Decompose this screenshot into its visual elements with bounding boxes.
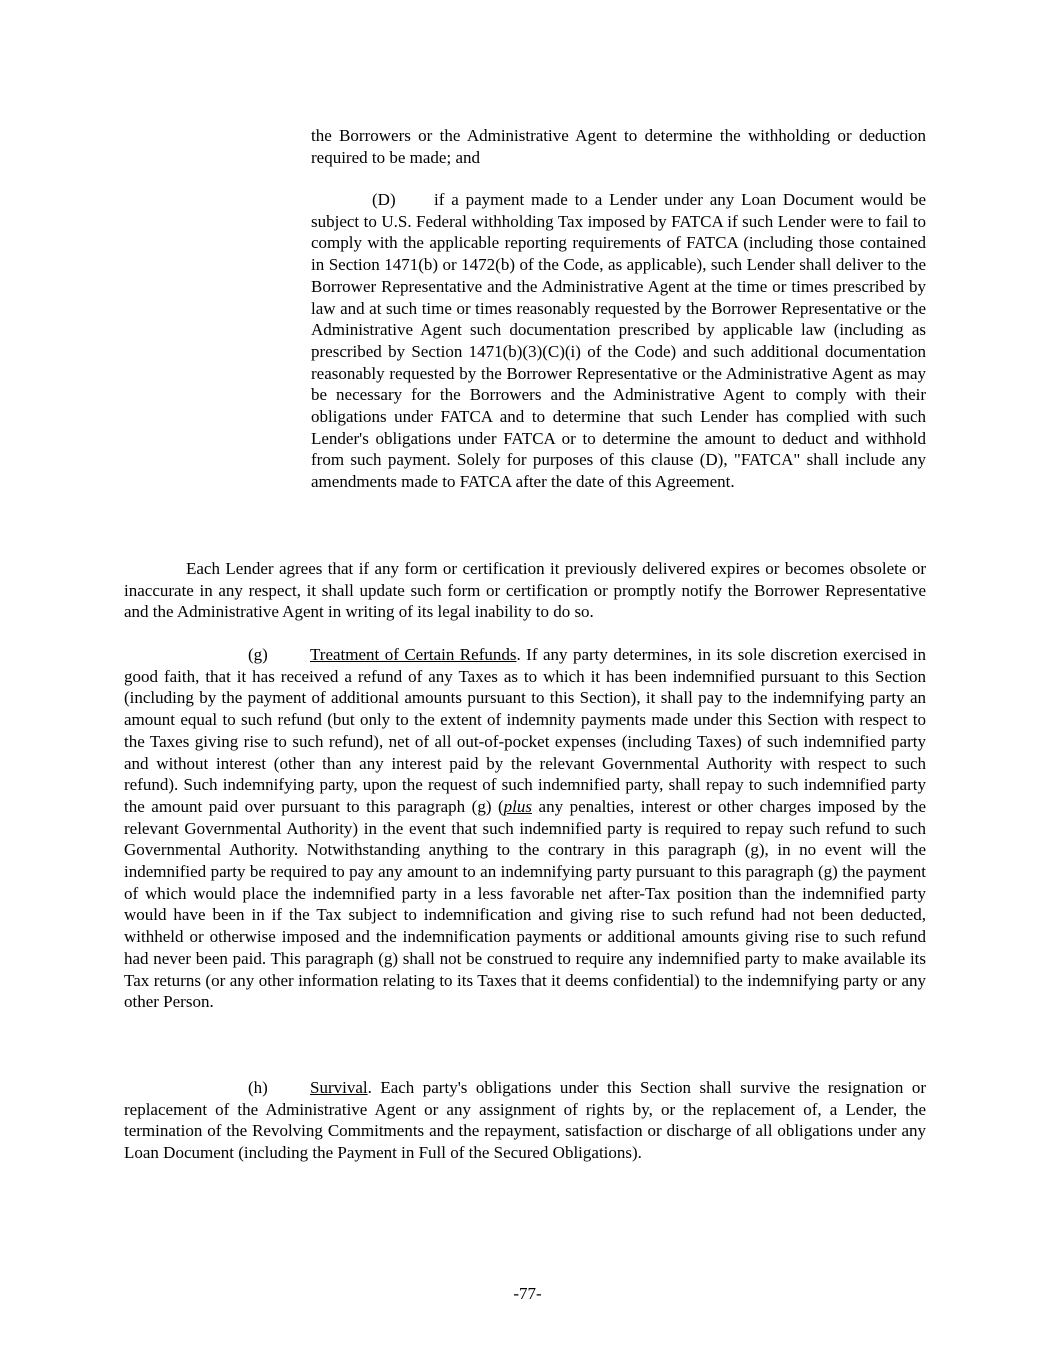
- clause-d-label: (D): [372, 190, 396, 209]
- section-h-text: Each party's obligations under this Section shall survive the resignation or replacement of the Administrative Agent or any assignment of rights by, or the replacement of, a Lender, the termination of the Revolving Commitments and the repayment, satisfaction or discharge of all obligations under any Loan Document (including the Payment in Full of the Secured Obligations).: [124, 1078, 926, 1163]
- section-g-text-part1: If any party determines, in its sole discretion exercised in good faith, that it has received a refund of any Taxes as to which it has been indemnified pursuant to this Section (including by the payment of additional amounts pursuant to this Section), it shall pay to the indemnifying party an amount equal to such refund (but only to the extent of indemnity payments made under this Section with respect to the Taxes giving rise to such refund), net of all out-of-pocket expenses (including Taxes) of such indemnified party and without interest (other than any interest paid by the relevant Governmental Authority with respect to such refund). Such indemnifying party, upon the request of such indemnified party, shall repay to such indemnified party the amount paid over pursuant to this paragraph (g) (: [124, 645, 926, 816]
- section-g-heading-punct: .: [516, 645, 521, 664]
- section-g-italic-word: plus: [503, 796, 533, 816]
- each-lender-paragraph: Each Lender agrees that if any form or certification it previously delivered expires or becomes obsolete or inaccurate in any respect, it shall update such form or certification or promptly notify the Borrower Representative and the Administrative Agent in writing of its legal inability to do so.: [124, 559, 926, 622]
- clause-d-paragraph: [311, 189, 926, 493]
- page-number: -77-: [513, 1284, 542, 1303]
- section-g-paragraph: [124, 644, 926, 1013]
- section-g-label: (g): [248, 645, 268, 664]
- section-g-text-part2: any penalties, interest or other charges imposed by the relevant Governmental Authority) in the event that such indemnified party is required to repay such refund to such Governmental Authority. Notwithstanding anything to the contrary in this paragraph (g), in no event will the indemnified party be required to pay any amount to an indemnifying party pursuant to this paragraph (g) the payment of which would place the indemnified party in a less favorable net after-Tax position than the indemnified party would have been in if the Tax subject to indemnification and giving rise to such refund had not been deducted, withheld or otherwise imposed and the indemnification payments or additional amounts giving rise to such refund had never been paid. This paragraph (g) shall not be construed to require any indemnified party to make available its Tax returns (or any other information relating to its Taxes that it deems confidential) to the indemnifying party or any other Person.: [124, 796, 926, 1012]
- section-h-heading-punct: .: [367, 1078, 372, 1097]
- continuation-paragraph: the Borrowers or the Administrative Agent to determine the withholding or deduction required to be made; and: [311, 126, 926, 167]
- section-h-paragraph: [124, 1077, 926, 1164]
- section-h-label: (h): [248, 1078, 268, 1097]
- section-g-heading: Treatment of Certain Refunds: [310, 645, 517, 664]
- clause-d-text: if a payment made to a Lender under any Loan Document would be subject to U.S. Federal withholding Tax imposed by FATCA if such Lender were to fail to comply with the applicable reporting requirements of FATCA (including those contained in Section 1471(b) or 1472(b) of the Code, as applicable), such Lender shall deliver to the Borrower Representative and the Administrative Agent at the time or times prescribed by law and at such time or times reasonably requested by the Borrower Representative or the Administrative Agent such documentation prescribed by applicable law (including as prescribed by Section 1471(b)(3)(C)(i) of the Code) and such additional documentation reasonably requested by the Borrower Representative or the Administrative Agent as may be necessary for the Borrowers and the Administrative Agent to comply with their obligations under FATCA and to determine that such Lender has complied with such Lender's obligations under FATCA or to determine the amount to deduct and withhold from such payment. Solely for purposes of this clause (D), "FATCA" shall include any amendments made to FATCA after the date of this Agreement.: [311, 190, 926, 492]
- section-h-heading: Survival: [310, 1078, 368, 1097]
